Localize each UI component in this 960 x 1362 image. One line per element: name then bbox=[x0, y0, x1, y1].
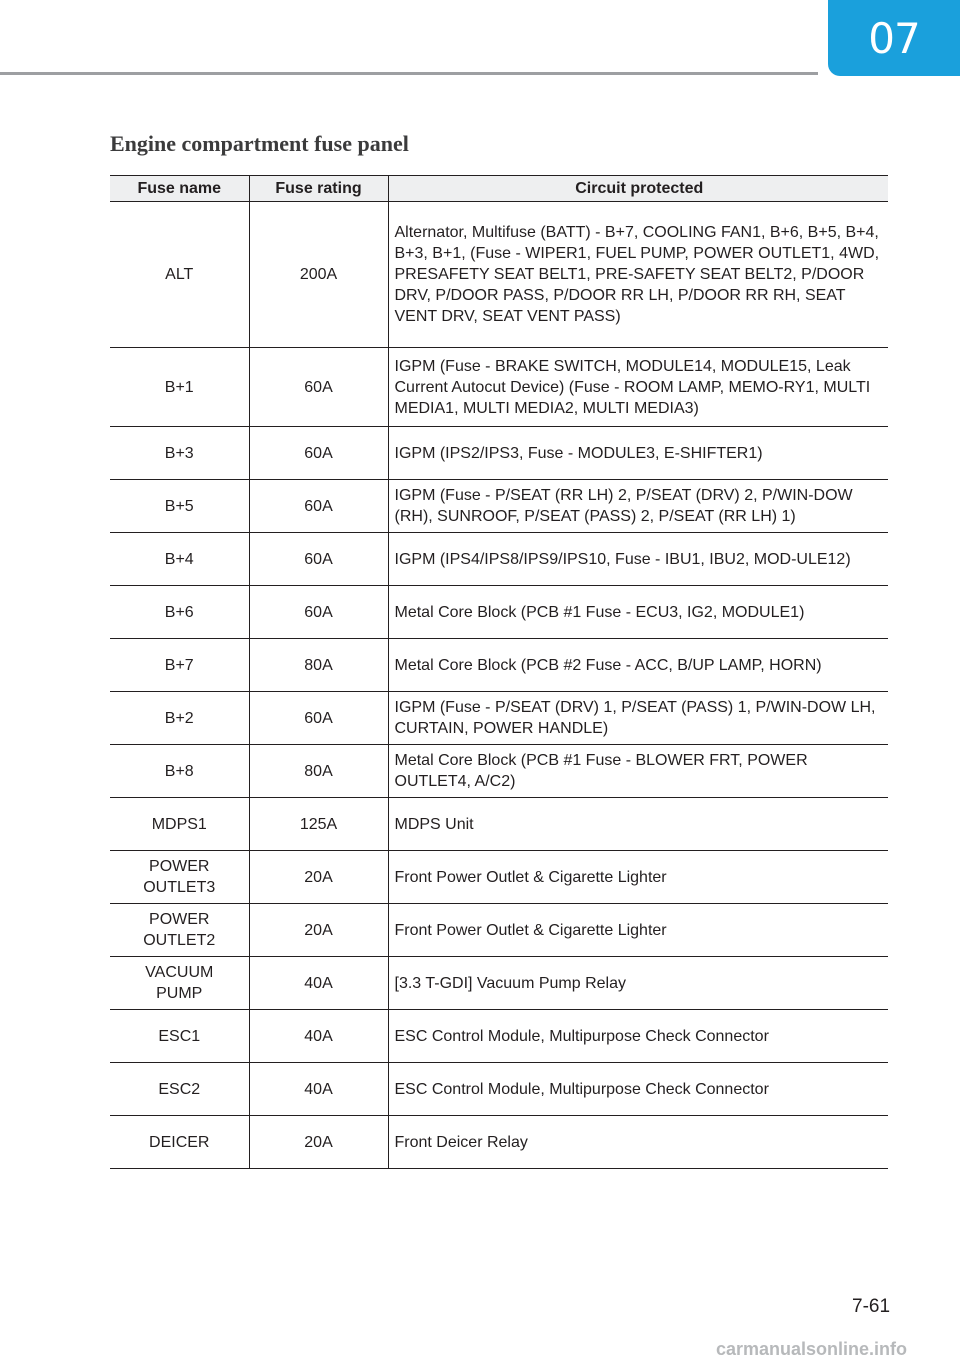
circuit-cell: Front Power Outlet & Cigarette Lighter bbox=[388, 851, 888, 904]
section-title: Engine compartment fuse panel bbox=[110, 131, 409, 156]
fuse-rating-cell: 20A bbox=[249, 851, 388, 904]
table-row bbox=[110, 427, 888, 480]
fuse-name-cell: DEICER bbox=[110, 1116, 249, 1169]
fuse-table bbox=[110, 175, 888, 1169]
fuse-name-cell: B+6 bbox=[110, 586, 249, 639]
circuit-cell: IGPM (Fuse - BRAKE SWITCH, MODULE14, MODULE15, Leak Current Autocut Device) (Fuse - ROOM LAMP, MEMO-RY1, MULTI MEDIA1, MULTI MEDIA2, MULTI MEDIA3) bbox=[388, 348, 888, 427]
watermark: carmanualsonline.info bbox=[716, 1339, 908, 1359]
table-row bbox=[110, 745, 888, 798]
fuse-rating-cell: 80A bbox=[249, 639, 388, 692]
table-row bbox=[110, 1063, 888, 1116]
table-row bbox=[110, 1116, 888, 1169]
fuse-name-cell: B+1 bbox=[110, 348, 249, 427]
fuse-name-cell: B+8 bbox=[110, 745, 249, 798]
fuse-name-cell: ALT bbox=[110, 202, 249, 348]
table-row bbox=[110, 480, 888, 533]
table-row bbox=[110, 1010, 888, 1063]
header-fuse-rating: Fuse rating bbox=[249, 176, 388, 202]
table-row bbox=[110, 586, 888, 639]
chapter-tab bbox=[828, 0, 960, 76]
fuse-rating-cell: 60A bbox=[249, 533, 388, 586]
circuit-cell: IGPM (Fuse - P/SEAT (RR LH) 2, P/SEAT (DRV) 2, P/WIN-DOW (RH), SUNROOF, P/SEAT (PASS) 2, P/SEAT (RR LH) 1) bbox=[388, 480, 888, 533]
table-row bbox=[110, 798, 888, 851]
circuit-cell: Metal Core Block (PCB #2 Fuse - ACC, B/UP LAMP, HORN) bbox=[388, 639, 888, 692]
fuse-rating-cell: 20A bbox=[249, 1116, 388, 1169]
circuit-cell: [3.3 T-GDI] Vacuum Pump Relay bbox=[388, 957, 888, 1010]
fuse-rating-cell: 40A bbox=[249, 1010, 388, 1063]
fuse-rating-cell: 60A bbox=[249, 586, 388, 639]
fuse-name-cell: B+5 bbox=[110, 480, 249, 533]
table-header-row bbox=[110, 176, 888, 202]
fuse-name-cell: ESC1 bbox=[110, 1010, 249, 1063]
table-row bbox=[110, 639, 888, 692]
table-row bbox=[110, 202, 888, 348]
circuit-cell: Metal Core Block (PCB #1 Fuse - ECU3, IG2, MODULE1) bbox=[388, 586, 888, 639]
fuse-rating-cell: 60A bbox=[249, 348, 388, 427]
page-number: 7-61 bbox=[852, 1296, 891, 1317]
fuse-rating-cell: 60A bbox=[249, 692, 388, 745]
header-fuse-name: Fuse name bbox=[110, 176, 249, 202]
circuit-cell: ESC Control Module, Multipurpose Check Connector bbox=[388, 1010, 888, 1063]
table-row bbox=[110, 348, 888, 427]
fuse-name-cell: B+7 bbox=[110, 639, 249, 692]
fuse-name-cell: POWER OUTLET3 bbox=[110, 851, 249, 904]
circuit-cell: Metal Core Block (PCB #1 Fuse - BLOWER FRT, POWER OUTLET4, A/C2) bbox=[388, 745, 888, 798]
fuse-rating-cell: 200A bbox=[249, 202, 388, 348]
fuse-rating-cell: 40A bbox=[249, 1063, 388, 1116]
fuse-name-cell: MDPS1 bbox=[110, 798, 249, 851]
circuit-cell: MDPS Unit bbox=[388, 798, 888, 851]
table-row bbox=[110, 851, 888, 904]
fuse-name-cell: POWER OUTLET2 bbox=[110, 904, 249, 957]
fuse-rating-cell: 20A bbox=[249, 904, 388, 957]
fuse-name-cell: B+2 bbox=[110, 692, 249, 745]
fuse-rating-cell: 125A bbox=[249, 798, 388, 851]
fuse-name-cell: ESC2 bbox=[110, 1063, 249, 1116]
fuse-name-cell: B+3 bbox=[110, 427, 249, 480]
header-circuit-protected: Circuit protected bbox=[388, 176, 888, 202]
circuit-cell: IGPM (IPS2/IPS3, Fuse - MODULE3, E-SHIFTER1) bbox=[388, 427, 888, 480]
table-row bbox=[110, 692, 888, 745]
fuse-rating-cell: 80A bbox=[249, 745, 388, 798]
circuit-cell: IGPM (Fuse - P/SEAT (DRV) 1, P/SEAT (PASS) 1, P/WIN-DOW LH, CURTAIN, POWER HANDLE) bbox=[388, 692, 888, 745]
header-rule bbox=[0, 72, 818, 75]
circuit-cell: Front Deicer Relay bbox=[388, 1116, 888, 1169]
circuit-cell: IGPM (IPS4/IPS8/IPS9/IPS10, Fuse - IBU1, IBU2, MOD-ULE12) bbox=[388, 533, 888, 586]
fuse-rating-cell: 60A bbox=[249, 427, 388, 480]
fuse-name-cell: VACUUM PUMP bbox=[110, 957, 249, 1010]
fuse-rating-cell: 60A bbox=[249, 480, 388, 533]
circuit-cell: Front Power Outlet & Cigarette Lighter bbox=[388, 904, 888, 957]
table-row bbox=[110, 533, 888, 586]
circuit-cell: ESC Control Module, Multipurpose Check Connector bbox=[388, 1063, 888, 1116]
table-row bbox=[110, 904, 888, 957]
chapter-number: 07 bbox=[868, 13, 920, 63]
fuse-name-cell: B+4 bbox=[110, 533, 249, 586]
fuse-rating-cell: 40A bbox=[249, 957, 388, 1010]
table-row bbox=[110, 957, 888, 1010]
circuit-cell: Alternator, Multifuse (BATT) - B+7, COOLING FAN1, B+6, B+5, B+4, B+3, B+1, (Fuse - WIPER1, FUEL PUMP, POWER OUTLET1, 4WD, PRESAFETY SEAT BELT1, PRE-SAFETY SEAT BELT2, P/DOOR DRV, P/DOOR PASS, P/DOOR RR LH, P/DOOR RR RH, SEAT VENT DRV, SEAT VENT PASS) bbox=[388, 202, 888, 348]
